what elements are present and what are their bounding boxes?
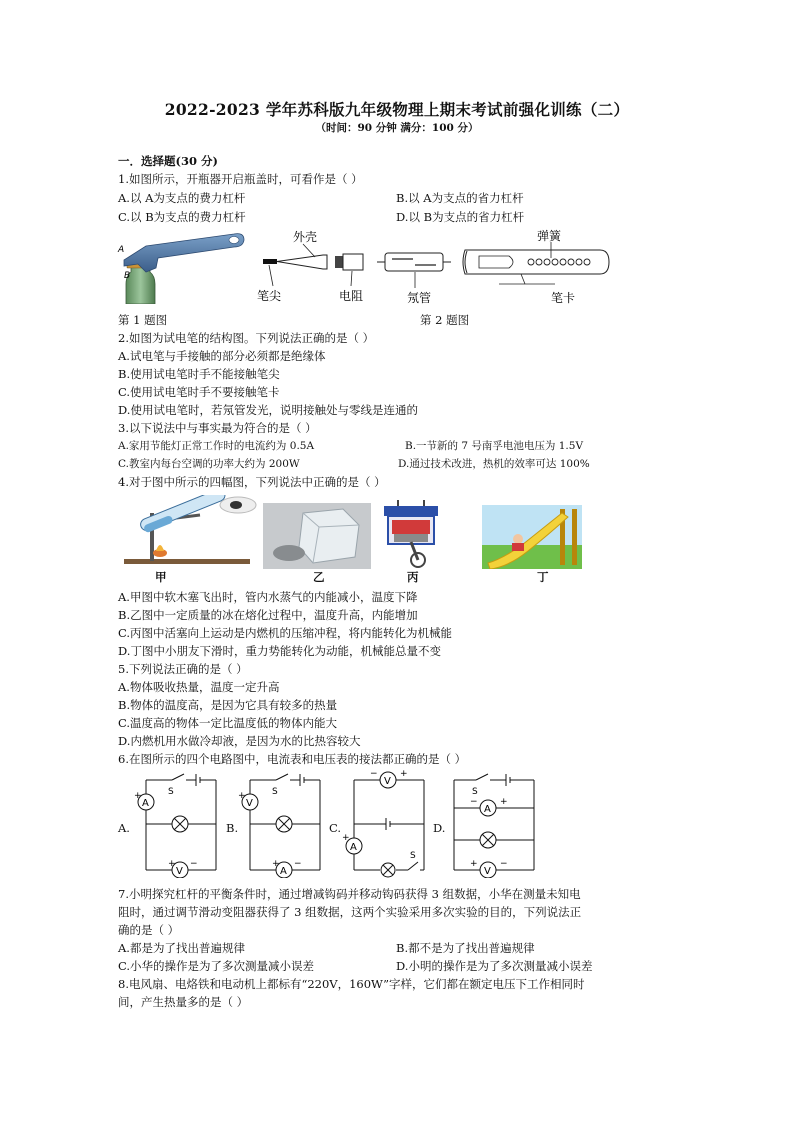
question-3-option-a: A.家用节能灯正常工作时的电流约为 0.5A [118,440,315,452]
question-2-option-c: C.使用试电笔时手不要接触笔卡 [118,385,280,399]
question-2-option-a: A.试电笔与手接触的部分必须都是绝缘体 [118,349,326,363]
shell-label: 外壳 [293,230,318,244]
question-7-line-1: 7.小明探究杠杆的平衡条件时，通过增减钩码并移动钩码获得 3 组数据，小华在测量未知电 [118,887,581,901]
svg-text:S: S [410,851,416,861]
question-3-option-d: D.通过技术改进，热机的效率可达 100% [398,458,590,470]
question-7-option-c: C.小华的操作是为了多次测量减小误差 [118,959,315,973]
svg-text:S: S [272,787,278,797]
question-7-option-a: A.都是为了找出普遍规律 [118,941,245,955]
svg-text:−: − [294,859,302,869]
bottle-opener-figure [116,232,256,304]
question-4-option-b: B.乙图中一定质量的冰在熔化过程中，温度升高，内能增加 [118,608,418,622]
test-pen-figure [255,228,615,308]
question-4-option-a: A.甲图中软木塞飞出时，管内水蒸气的内能减小，温度下降 [118,590,418,604]
question-3-option-b: B.一节新的 7 号南孚电池电压为 1.5V [405,440,584,452]
tip-label: 笔尖 [257,289,282,303]
clip-label: 笔卡 [551,291,576,305]
circuit-option-d-label: D. [433,821,446,835]
neon-tube-label: 氖管 [407,291,432,305]
svg-text:S: S [168,787,174,797]
question-4-option-c: C.丙图中活塞向上运动是内燃机的压缩冲程，将内能转化为机械能 [118,626,453,640]
question-4-stem: 4.对于图中所示的四幅图，下列说法中正确的是（ ） [118,475,386,489]
figure-label-yi: 乙 [313,570,325,584]
point-a-label: A [118,245,125,255]
figure-bing-engine [378,500,444,570]
svg-text:+: + [342,833,350,843]
figure-yi-ice-cube [263,503,371,569]
svg-text:−: − [370,770,378,779]
svg-text:+: + [500,797,508,807]
circuit-c [340,770,436,878]
svg-text:+: + [272,859,280,869]
question-5-stem: 5.下列说法正确的是（ ） [118,662,248,676]
question-1-stem: 1.如图所示，开瓶器开启瓶盖时，可看作是（ ） [118,172,363,186]
figure-label-ding: 丁 [537,570,549,584]
svg-text:+: + [168,859,176,869]
svg-text:+: + [470,859,478,869]
question-3-stem: 3.以下说法中与事实最为符合的是（ ） [118,421,317,435]
circuit-option-a-label: A. [118,821,130,835]
figure-label-bing: 丙 [407,570,419,584]
resistor-label: 电阻 [339,289,364,303]
question-1-option-a: A.以 A为支点的费力杠杆 [118,191,246,205]
svg-text:A: A [142,798,149,809]
question-5-option-d: D.内燃机用水做冷却液，是因为水的比热容较大 [118,734,361,748]
question-1-option-d: D.以 B为支点的省力杠杆 [396,210,525,224]
question-7-option-b: B.都不是为了找出普遍规律 [396,941,535,955]
circuit-d [446,770,546,878]
circuit-b [236,770,332,878]
svg-text:S: S [472,787,478,797]
question-7-option-d: D.小明的操作是为了多次测量减小误差 [396,959,593,973]
svg-text:A: A [350,842,357,853]
question-6-stem: 6.在图所示的四个电路图中，电流表和电压表的接法都正确的是（ ） [118,752,467,766]
svg-text:A: A [280,866,287,877]
question-5-option-c: C.温度高的物体一定比温度低的物体内能大 [118,716,338,730]
point-b-label: B [124,271,131,281]
figure-1-caption: 第 1 题图 [118,313,168,327]
question-2-option-b: B.使用试电笔时手不能接触笔尖 [118,367,280,381]
figure-jia-test-tube [120,495,258,567]
figure-2-caption: 第 2 题图 [420,313,470,327]
figure-label-jia: 甲 [155,570,167,584]
svg-text:V: V [246,798,253,809]
exam-info: （时间：90 分钟 满分：100 分） [315,122,479,134]
circuit-a [132,770,228,878]
svg-text:+: + [400,770,408,779]
question-3-option-c: C.教室内每台空调的功率大约为 200W [118,458,300,470]
spring-label: 弹簧 [537,229,562,243]
figure-ding-slide [482,505,582,569]
question-5-option-a: A.物体吸收热量，温度一定升高 [118,680,280,694]
circuit-option-b-label: B. [226,821,239,835]
svg-text:V: V [176,866,183,877]
svg-text:A: A [484,804,491,815]
svg-text:−: − [190,859,198,869]
svg-text:+: + [238,791,246,801]
question-1-option-c: C.以 B为支点的费力杠杆 [118,210,246,224]
question-2-stem: 2.如图为试电笔的结构图。下列说法正确的是（ ） [118,331,375,345]
question-8-line-2: 间，产生热量多的是（ ） [118,995,249,1009]
question-7-line-3: 确的是（ ） [118,923,180,937]
question-5-option-b: B.物体的温度高，是因为它具有较多的热量 [118,698,338,712]
question-8-line-1: 8.电风扇、电烙铁和电动机上都标有“220V，160W”字样，它们都在额定电压下工作相同时 [118,977,585,991]
section-heading: 一．选择题(30 分) [118,154,218,168]
circuit-option-c-label: C. [329,821,342,835]
svg-text:+: + [134,791,142,801]
svg-text:−: − [500,859,508,869]
svg-text:V: V [384,776,391,787]
svg-text:−: − [470,797,478,807]
question-7-line-2: 阻时，通过调节滑动变阻器获得了 3 组数据，这两个实验采用多次实验的目的，下列说法正 [118,905,582,919]
question-2-option-d: D.使用试电笔时，若氖管发光，说明接触处与零线是连通的 [118,403,418,417]
svg-text:V: V [484,866,491,877]
question-4-option-d: D.丁图中小朋友下滑时，重力势能转化为动能，机械能总量不变 [118,644,441,658]
page-title: 2022-2023 学年苏科版九年级物理上期末考试前强化训练（二） [164,100,630,119]
question-1-option-b: B.以 A为支点的省力杠杆 [396,191,524,205]
